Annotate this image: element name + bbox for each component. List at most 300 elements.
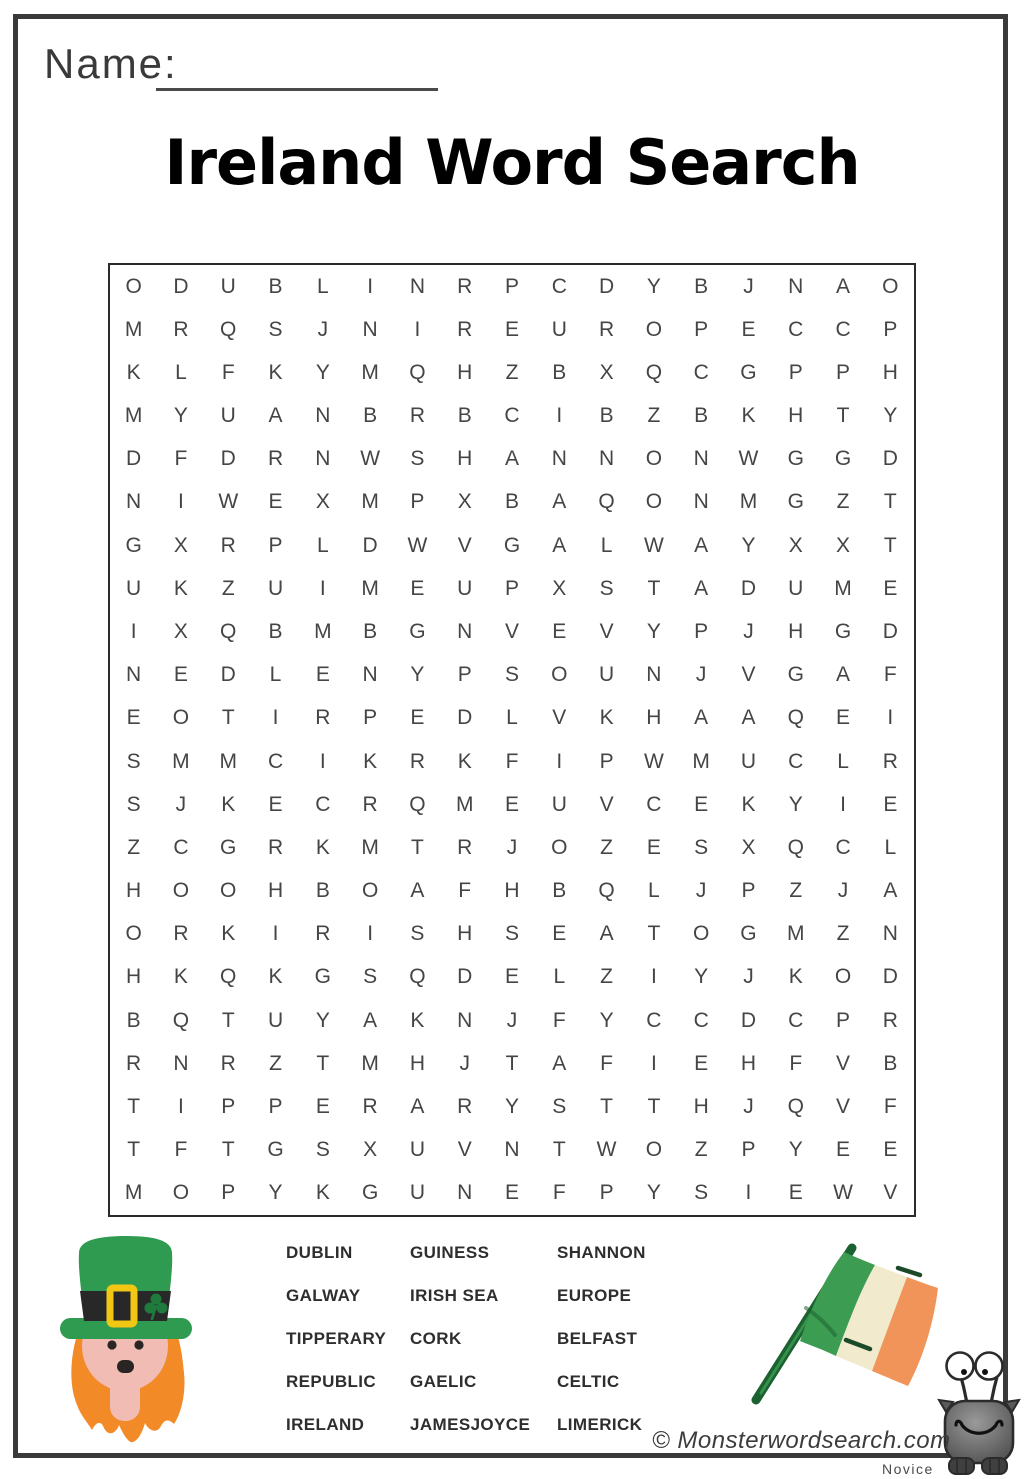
grid-letter: D [173, 274, 189, 298]
grid-letter: R [457, 1095, 473, 1119]
grid-letter: I [272, 922, 279, 946]
name-label: Name: [44, 40, 178, 87]
grid-letter: O [645, 317, 663, 341]
grid-letter: C [267, 749, 284, 773]
grid-letter: E [504, 792, 519, 816]
grid-letter: X [173, 533, 188, 557]
grid-letter: P [410, 490, 425, 514]
grid-letter: J [743, 1095, 754, 1119]
grid-letter: X [599, 360, 614, 384]
grid-letter: X [315, 490, 330, 514]
grid-letter: R [173, 317, 189, 341]
grid-letter: U [457, 576, 473, 600]
grid-letter: I [650, 965, 657, 989]
grid-letter: A [410, 879, 425, 903]
grid-letter: Y [646, 620, 661, 644]
word-list [286, 1240, 707, 1455]
grid-letter: G [361, 1181, 379, 1205]
grid-letter: M [172, 749, 190, 773]
grid-letter: T [836, 404, 850, 428]
word-list-item: DUBLIN [286, 1243, 353, 1262]
monster-pupil-right [982, 1369, 988, 1375]
grid-letter: Q [645, 360, 663, 384]
grid-letter: Y [173, 404, 188, 428]
grid-letter: L [316, 274, 329, 298]
grid-letter: T [127, 1095, 141, 1119]
grid-letter: P [599, 1181, 614, 1205]
word-list-item: IRISH SEA [410, 1286, 499, 1305]
grid-letter: A [363, 1008, 378, 1032]
grid-letter: V [836, 1095, 851, 1119]
grid-letter: G [220, 835, 237, 859]
grid-letter: V [552, 706, 567, 730]
word-list-item: EUROPE [557, 1286, 632, 1305]
grid-letter: H [126, 965, 142, 989]
grid-letter: Z [505, 360, 519, 384]
letter-grid [108, 263, 916, 1217]
grid-letter: S [126, 792, 141, 816]
grid-letter: U [126, 576, 142, 600]
grid-letter: E [694, 1051, 709, 1075]
grid-letter: C [173, 835, 189, 859]
grid-letter: M [361, 1051, 379, 1075]
grid-letter: O [125, 922, 142, 946]
grid-letter: P [504, 274, 519, 298]
grid-letter: N [126, 663, 142, 687]
grid-letter: A [599, 922, 614, 946]
grid-letter: B [694, 404, 709, 428]
grid-letter: Y [315, 1008, 330, 1032]
grid-letter: A [694, 706, 709, 730]
grid-letter: A [836, 274, 851, 298]
grid-letter: H [646, 706, 662, 730]
monster-mascot-illustration [936, 1346, 1022, 1477]
grid-letter: G [409, 620, 426, 644]
grid-letter: Y [504, 1095, 519, 1119]
grid-letter: H [457, 447, 473, 471]
grid-letter: N [315, 404, 331, 428]
word-list-item: LIMERICK [557, 1415, 643, 1434]
grid-letter: B [363, 620, 378, 644]
grid-letter: Q [409, 360, 426, 384]
grid-letter: J [317, 317, 329, 341]
grid-letter: Z [836, 490, 850, 514]
grid-letter: R [882, 749, 898, 773]
grid-letter: C [788, 317, 804, 341]
grid-letter: A [694, 533, 709, 557]
leprechaun-eye-left [107, 1340, 116, 1349]
grid-letter: Y [694, 965, 709, 989]
grid-letter: Q [220, 620, 237, 644]
grid-letter: D [126, 447, 142, 471]
grid-letter: S [694, 1181, 709, 1205]
grid-letter: D [220, 663, 236, 687]
grid-letter: P [504, 576, 519, 600]
grid-letter: S [410, 922, 425, 946]
grid-letter: M [124, 317, 143, 341]
word-list-item: GALWAY [286, 1286, 361, 1305]
grid-letter: Z [127, 835, 141, 859]
grid-letter: Q [172, 1008, 190, 1032]
grid-letter: X [173, 620, 188, 644]
grid-letter: N [315, 447, 331, 471]
grid-letter: Z [647, 404, 661, 428]
grid-letter: U [220, 404, 236, 428]
grid-letter: N [409, 274, 425, 298]
grid-letter: W [407, 533, 428, 557]
grid-letter: I [887, 706, 894, 730]
grid-letter: T [221, 1008, 235, 1032]
grid-letter: F [600, 1051, 613, 1075]
grid-letter: Y [741, 533, 756, 557]
grid-letter: Q [598, 490, 615, 514]
grid-letter: B [599, 404, 614, 428]
grid-letter: P [741, 1138, 756, 1162]
grid-letter: R [457, 274, 473, 298]
grid-letter: T [647, 576, 661, 600]
grid-letter: I [367, 922, 374, 946]
grid-letter: E [552, 620, 567, 644]
grid-letter: O [645, 447, 663, 471]
grid-letter: X [836, 533, 851, 557]
grid-letter: U [220, 274, 236, 298]
monster-eye-left [947, 1353, 974, 1380]
grid-letter: C [835, 317, 851, 341]
grid-letter: V [599, 620, 614, 644]
grid-letter: E [504, 965, 519, 989]
grid-letter: D [457, 706, 473, 730]
grid-letter: I [272, 706, 279, 730]
grid-letter: I [556, 749, 563, 773]
grid-letter: H [409, 1051, 425, 1075]
grid-letter: T [883, 490, 897, 514]
grid-letter: E [504, 317, 519, 341]
grid-letter: T [505, 1051, 519, 1075]
grid-letter: E [315, 1095, 330, 1119]
grid-letter: P [836, 360, 851, 384]
grid-letter: Q [220, 965, 237, 989]
grid-letter: G [740, 922, 757, 946]
grid-letter: J [743, 274, 754, 298]
grid-letter: A [836, 663, 851, 687]
grid-letter: C [835, 835, 851, 859]
grid-letter: G [125, 533, 142, 557]
grid-letter: O [692, 922, 710, 946]
grid-letter: S [410, 447, 425, 471]
grid-letter: M [124, 1181, 143, 1205]
grid-letter: N [457, 1008, 473, 1032]
grid-letter: P [268, 533, 283, 557]
grid-letter: A [504, 447, 519, 471]
grid-letter: Z [221, 576, 235, 600]
grid-letter: D [599, 274, 615, 298]
grid-letter: J [743, 620, 754, 644]
grid-letter: H [740, 1051, 757, 1075]
grid-letter: C [788, 749, 804, 773]
grid-letter: N [882, 922, 898, 946]
grid-letter: I [178, 490, 184, 514]
grid-letter: N [457, 620, 473, 644]
grid-letter: X [552, 576, 567, 600]
grid-letter: U [409, 1138, 425, 1162]
grid-letter: E [504, 1181, 519, 1205]
grid-letter: R [220, 533, 236, 557]
grid-letter: E [268, 792, 283, 816]
grid-letter: T [883, 533, 897, 557]
grid-letter: P [221, 1181, 236, 1205]
grid-letter: K [221, 922, 236, 946]
grid-letter: L [600, 533, 613, 557]
grid-letter: Z [836, 922, 850, 946]
grid-letter: A [268, 404, 283, 428]
grid-letter: H [788, 404, 804, 428]
grid-letter: W [596, 1138, 617, 1162]
word-list-item: BELFAST [557, 1329, 638, 1348]
grid-letter: C [788, 1008, 804, 1032]
grid-letter: H [457, 360, 473, 384]
grid-letter: L [316, 533, 329, 557]
grid-letter: R [882, 1008, 898, 1032]
grid-letter: E [268, 490, 283, 514]
word-list-item: CORK [410, 1329, 462, 1348]
grid-letter: K [741, 404, 756, 428]
grid-letter: X [788, 533, 803, 557]
grid-letter: M [124, 404, 143, 428]
page-title: Ireland Word Search [164, 126, 860, 199]
grid-letter: Y [788, 1138, 803, 1162]
grid-letter: R [409, 404, 425, 428]
grid-letter: J [175, 792, 187, 816]
grid-letter: A [552, 1051, 567, 1075]
grid-letter: N [126, 490, 142, 514]
grid-letter: S [504, 663, 519, 687]
grid-letter: I [745, 1181, 752, 1205]
grid-letter: G [834, 447, 852, 471]
grid-letter: O [882, 274, 899, 298]
grid-letter: E [410, 576, 425, 600]
grid-letter: Z [600, 835, 613, 859]
grid-letter: T [647, 1095, 661, 1119]
grid-letter: D [740, 1008, 757, 1032]
grid-letter: E [883, 576, 898, 600]
grid-letter: P [457, 663, 472, 687]
grid-letter: J [459, 1051, 470, 1075]
grid-letter: F [174, 447, 188, 471]
grid-letter: B [694, 274, 709, 298]
grid-letter: I [556, 404, 563, 428]
grid-letter: I [319, 749, 326, 773]
grid-letter: Y [599, 1008, 614, 1032]
grid-letter: S [694, 835, 709, 859]
grid-letter: M [834, 576, 852, 600]
grid-letter: Y [646, 1181, 661, 1205]
grid-letter: O [220, 879, 237, 903]
grid-letter: Y [883, 404, 898, 428]
grid-letter: M [361, 835, 379, 859]
grid-letter: I [650, 1051, 657, 1075]
grid-letter: N [599, 447, 615, 471]
monster-pupil-left [961, 1369, 967, 1375]
grid-letter: T [221, 1138, 235, 1162]
grid-letter: T [221, 706, 235, 730]
grid-letter: L [506, 706, 518, 730]
grid-letter: P [221, 1095, 236, 1119]
grid-letter: I [319, 576, 326, 600]
grid-letter: Y [268, 1181, 283, 1205]
grid-letter: Y [788, 792, 803, 816]
grid-letter: S [126, 749, 141, 773]
ireland-flag-illustration [748, 1236, 948, 1406]
grid-letter: L [837, 749, 849, 773]
grid-letter: N [362, 663, 378, 687]
grid-letter: Q [409, 965, 426, 989]
grid-letter: J [506, 835, 518, 859]
grid-letter: M [314, 620, 332, 644]
grid-letter: P [694, 620, 709, 644]
grid-letter: W [360, 447, 381, 471]
grid-letter: C [646, 1008, 662, 1032]
grid-letter: B [883, 1051, 898, 1075]
grid-letter: C [504, 404, 520, 428]
grid-letter: O [361, 879, 379, 903]
grid-letter: M [361, 360, 379, 384]
grid-letter: M [787, 922, 805, 946]
grid-letter: M [739, 490, 758, 514]
grid-letter: E [836, 1138, 851, 1162]
grid-letter: W [738, 447, 759, 471]
grid-letter: K [788, 965, 803, 989]
grid-letter: K [363, 749, 378, 773]
grid-letter: F [221, 360, 235, 384]
grid-letter: X [457, 490, 472, 514]
grid-letter: Y [646, 274, 661, 298]
grid-letter: G [787, 490, 804, 514]
grid-letter: H [693, 1095, 709, 1119]
word-list-item: TIPPERARY [286, 1329, 387, 1348]
grid-letter: F [174, 1138, 188, 1162]
grid-letter: W [218, 490, 239, 514]
grid-letter: S [552, 1095, 567, 1119]
grid-letter: S [363, 965, 378, 989]
grid-letter: Q [787, 706, 804, 730]
word-list-item: CELTIC [557, 1372, 620, 1391]
grid-letter: N [362, 317, 378, 341]
grid-letter: D [362, 533, 378, 557]
word-list-item: GAELIC [410, 1372, 477, 1391]
grid-letter: G [787, 663, 804, 687]
grid-letter: H [788, 620, 804, 644]
grid-letter: I [178, 1095, 184, 1119]
grid-letter: L [175, 360, 187, 384]
word-list-item: JAMESJOYCE [410, 1415, 531, 1434]
grid-letter: H [126, 879, 142, 903]
leprechaun-illustration [58, 1233, 194, 1443]
grid-letter: K [741, 792, 756, 816]
grid-letter: E [126, 706, 141, 730]
grid-letter: N [788, 274, 804, 298]
grid-letter: A [741, 706, 756, 730]
grid-letter: O [551, 663, 568, 687]
grid-letter: D [882, 620, 898, 644]
grid-letter: P [788, 360, 803, 384]
grid-letter: H [882, 360, 898, 384]
grid-letter: J [506, 1008, 518, 1032]
grid-letter: I [414, 317, 421, 341]
grid-letter: Y [410, 663, 425, 687]
grid-letter: E [883, 1138, 898, 1162]
grid-letter: V [504, 620, 519, 644]
grid-letter: R [315, 706, 331, 730]
grid-letter: E [836, 706, 851, 730]
grid-letter: V [741, 663, 756, 687]
grid-letter: U [551, 792, 567, 816]
grid-letter: T [600, 1095, 613, 1119]
grid-letter: T [647, 922, 661, 946]
grid-letter: S [504, 922, 519, 946]
grid-letter: V [836, 1051, 851, 1075]
grid-letter: F [505, 749, 519, 773]
grid-letter: R [457, 835, 473, 859]
grid-letter: N [504, 1138, 520, 1162]
grid-letter: D [882, 965, 898, 989]
grid-letter: E [173, 663, 188, 687]
grid-letter: K [173, 576, 188, 600]
grid-letter: R [315, 922, 331, 946]
grid-letter: W [643, 533, 664, 557]
monster-eye-right [976, 1353, 1003, 1380]
grid-letter: B [457, 404, 472, 428]
grid-letter: C [693, 1008, 709, 1032]
grid-letter: K [599, 706, 614, 730]
grid-letter: F [789, 1051, 803, 1075]
grid-letter: G [787, 447, 804, 471]
word-list-item: IRELAND [286, 1415, 365, 1434]
grid-letter: X [363, 1138, 378, 1162]
grid-letter: E [410, 706, 425, 730]
grid-letter: J [695, 663, 707, 687]
grid-letter: K [268, 360, 283, 384]
grid-letter: U [267, 576, 284, 600]
grid-letter: R [126, 1051, 142, 1075]
grid-letter: T [316, 1051, 330, 1075]
grid-letter: Z [694, 1138, 708, 1162]
grid-letter: E [646, 835, 661, 859]
grid-letter: F [458, 879, 472, 903]
grid-letter: I [840, 792, 846, 816]
grid-letter: Q [787, 1095, 804, 1119]
grid-letter: M [219, 749, 237, 773]
grid-letter: H [504, 879, 520, 903]
grid-letter: R [220, 1051, 236, 1075]
grid-letter: L [648, 879, 660, 903]
grid-letter: I [367, 274, 374, 298]
grid-letter: K [457, 749, 472, 773]
grid-letter: Q [220, 317, 237, 341]
grid-letter: O [125, 274, 142, 298]
grid-letter: B [315, 879, 330, 903]
grid-letter: C [646, 792, 662, 816]
grid-letter: B [268, 620, 283, 644]
grid-letter: V [883, 1181, 898, 1205]
name-blank-line [156, 56, 438, 91]
grid-letter: U [551, 317, 567, 341]
grid-letter: E [552, 922, 567, 946]
grid-letter: O [172, 879, 190, 903]
grid-letter: O [172, 1181, 190, 1205]
grid-letter: J [743, 965, 754, 989]
grid-letter: R [599, 317, 615, 341]
grid-letter: F [883, 1095, 897, 1119]
